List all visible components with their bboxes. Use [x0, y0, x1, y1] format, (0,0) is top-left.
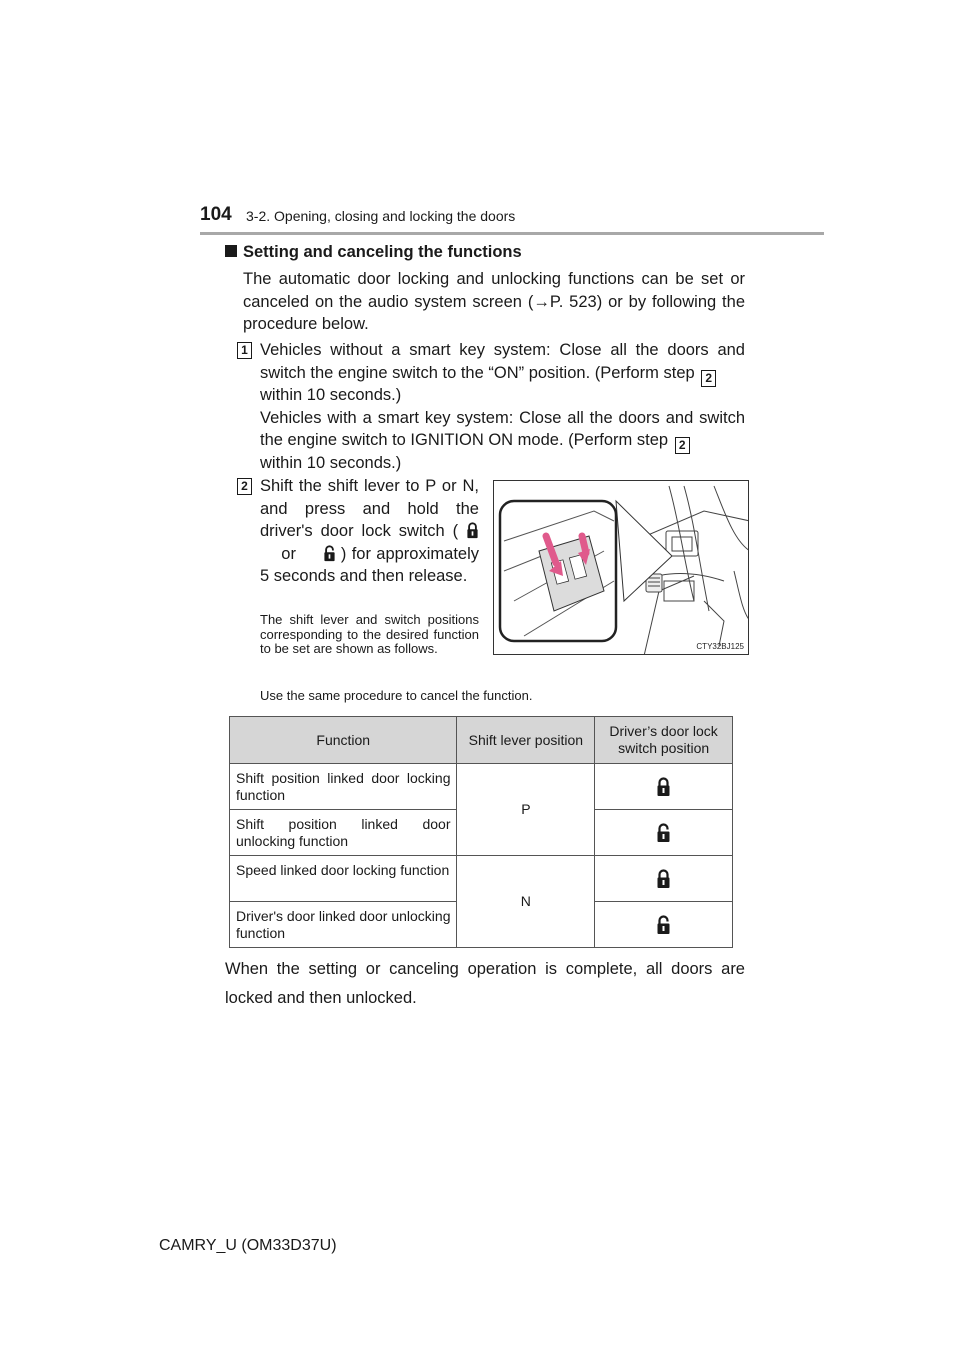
shift-cell: N [457, 856, 595, 948]
cancel-note: Use the same procedure to cancel the function. [260, 688, 533, 703]
function-cell: Shift position linked door unlocking function [230, 810, 457, 856]
footer-model-code: CAMRY_U (OM33D37U) [159, 1237, 337, 1254]
step-ref-a: 2 [701, 370, 716, 387]
step-number-2: 2 [237, 478, 252, 495]
header-switch-position: Driver’s door lock switch position [595, 717, 733, 764]
step2-text: Shift the shift lever to P or N, and press and hold the driver's door lock switch ( or ) for approximately 5 seconds and then release. [260, 477, 479, 585]
function-cell: Driver's door linked door unlocking function [230, 902, 457, 948]
unlock-icon [323, 545, 336, 562]
table-row [230, 764, 733, 810]
page-number: 104 [200, 204, 232, 225]
intro-paragraph: The automatic door locking and unlocking functions can be set or canceled on the audio system screen (→P. 523) or by following the procedure below. [243, 270, 745, 333]
figure-code: CTY32BJ125 [696, 642, 744, 651]
unlock-icon [656, 915, 671, 935]
lock-icon [466, 522, 479, 539]
step-number-1: 1 [237, 342, 252, 359]
function-cell: Shift position linked door locking function [230, 764, 457, 810]
square-bullet-icon [225, 245, 237, 257]
shift-cell: P [457, 764, 595, 856]
switch-cell [595, 902, 733, 948]
lock-icon [656, 777, 671, 797]
section-title: 3-2. Opening, closing and locking the doors [246, 208, 516, 224]
table-header-row [230, 717, 733, 764]
switch-cell [595, 810, 733, 856]
step1-text: Vehicles without a smart key system: Close all the doors and switch the engine switch to the “ON” position. (Perform step 2 within 10 seconds.) Vehicles with a smart key system: Close all the doors and switch the engine switch to IGNITION ON mode. (Perform step 2 within 10 seconds.) [260, 341, 745, 472]
unlock-icon [656, 823, 671, 843]
function-cell: Speed linked door locking function [230, 856, 457, 902]
header-function: Function [230, 717, 457, 764]
lock-icon [656, 869, 671, 889]
door-panel-drawing [494, 481, 749, 655]
switch-cell [595, 764, 733, 810]
step2-note: The shift lever and switch positions corresponding to the desired function to be set are shown as follows. [260, 612, 479, 656]
table-row [230, 856, 733, 902]
switch-cell [595, 856, 733, 902]
step-ref-b: 2 [675, 437, 690, 454]
function-table [229, 716, 733, 948]
closing-paragraph: When the setting or canceling operation is complete, all doors are locked and then unlocked. [225, 960, 745, 1007]
subsection-heading: Setting and canceling the functions [225, 243, 522, 262]
header-divider [200, 232, 824, 235]
door-lock-switch-illustration [493, 480, 749, 655]
header-shift-lever: Shift lever position [457, 717, 595, 764]
